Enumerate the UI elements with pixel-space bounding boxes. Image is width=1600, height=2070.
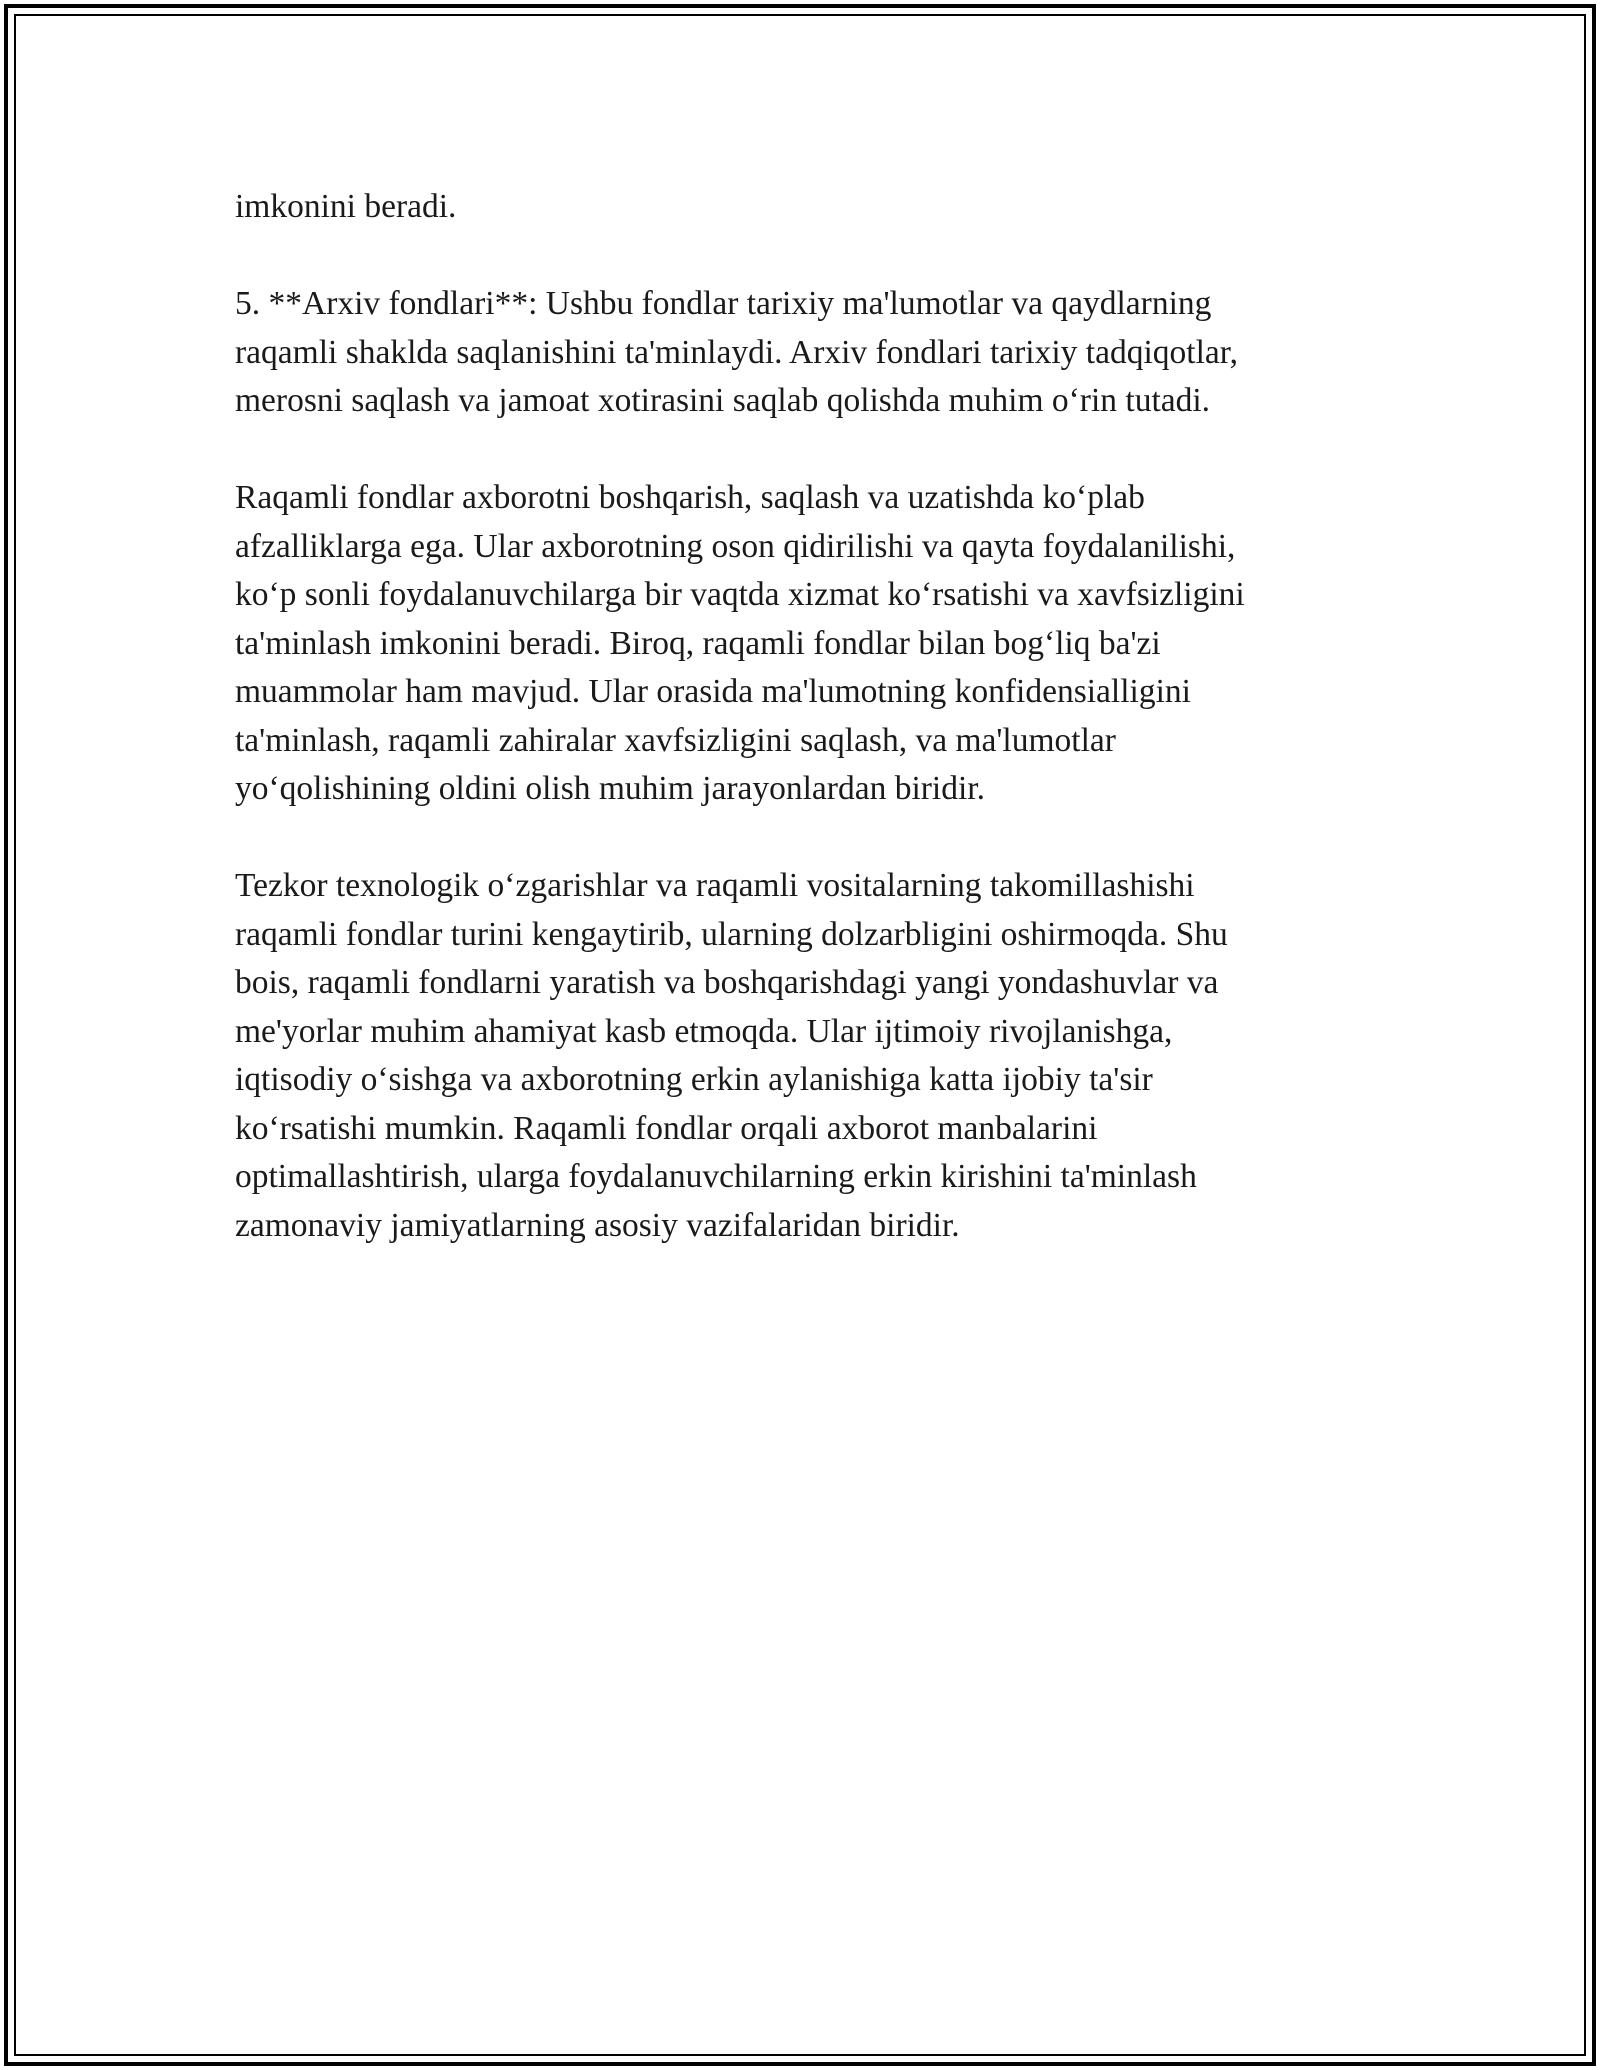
paragraph-digital-funds-advantages: Raqamli fondlar axborotni boshqarish, saqlash va uzatishda ko‘plab afzalliklarga ega. Ular axborotning oson qidirilishi va qayta foydalanilishi, ko‘p sonli foydalanuvchilarga bir vaqtda xizmat ko‘rsatishi va xavfsizligini ta'minlash imkonini beradi. Biroq, raqamli fondlar bilan bog‘liq ba'zi muammolar ham mavjud. Ular orasida ma'lumotning konfidensialligini ta'minlash, raqamli zahiralar xavfsizligini saqlash, va ma'lumotlar yo‘qolishining oldini olish muhim jarayonlardan biridir. (235, 479, 1245, 807)
paragraph-continuation: imkonini beradi. (235, 188, 457, 225)
document-body (235, 183, 1365, 1299)
paragraph-technological-changes: Tezkor texnologik o‘zgarishlar va raqamli vositalarning takomillashishi raqamli fondlar turini kengaytirib, ularning dolzarbligini oshirmoqda. Shu bois, raqamli fondlarni yaratish va boshqarishdagi yangi yondashuvlar va me'yorlar muhim ahamiyat kasb etmoqda. Ular ijtimoiy rivojlanishga, iqtisodiy o‘sishga va axborotning erkin aylanishiga katta ijobiy ta'sir ko‘rsatishi mumkin. Raqamli fondlar orqali axborot manbalarini optimallashtirish, ularga foydalanuvchilarning erkin kirishini ta'minlash zamonaviy jamiyatlarning asosiy vazifalaridan biridir. (235, 867, 1228, 1244)
paragraph-archive-funds: 5. **Arxiv fondlari**: Ushbu fondlar tarixiy ma'lumotlar va qaydlarning raqamli shaklda saqlanishini ta'minlaydi. Arxiv fondlari tarixiy tadqiqotlar, merosni saqlash va jamoat xotirasini saqlab qolishda muhim o‘rin tutadi. (235, 285, 1238, 419)
